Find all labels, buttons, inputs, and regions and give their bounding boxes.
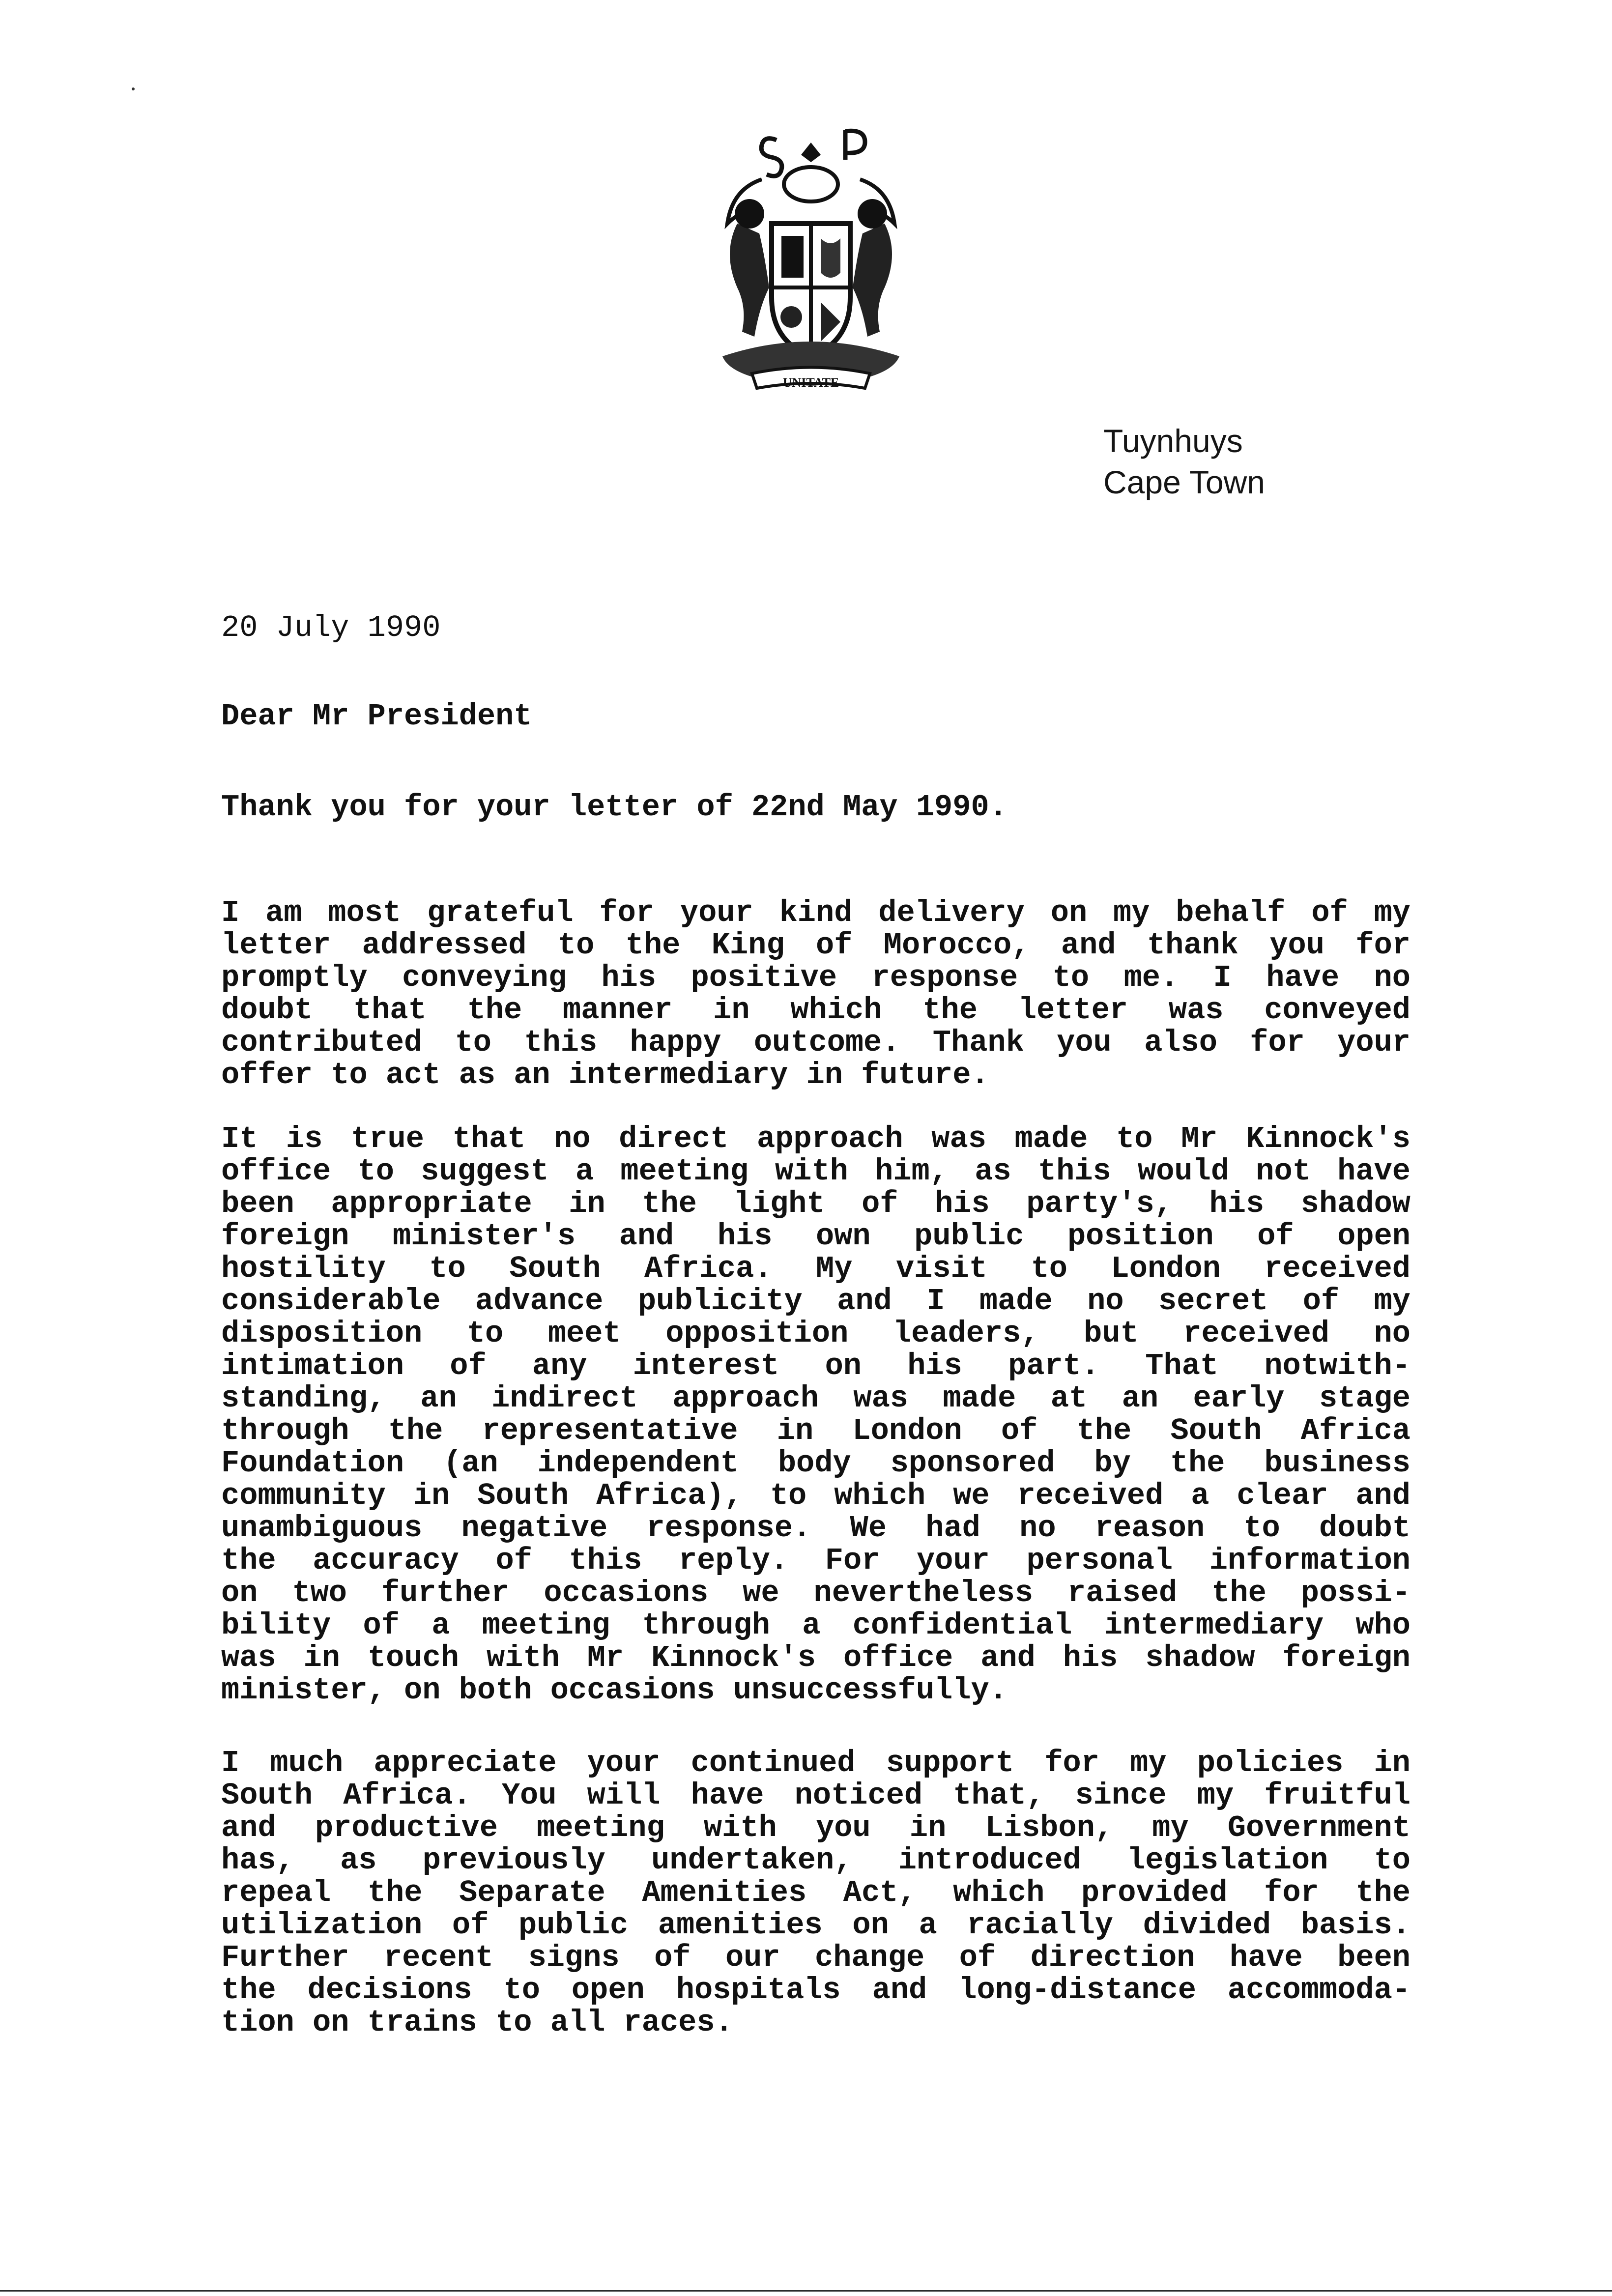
paragraph-line: Foundation (an independent body sponsored by the business bbox=[221, 1447, 1410, 1480]
paragraph-line: been appropriate in the light of his party's, his shadow bbox=[221, 1188, 1410, 1220]
paragraph-line: standing, an indirect approach was made at an early stage bbox=[221, 1382, 1410, 1415]
page-edge-rule bbox=[0, 2290, 1612, 2292]
paragraph-line: offer to act as an intermediary in future. bbox=[221, 1059, 989, 1091]
paragraph-line: unambiguous negative response. We had no reason to doubt bbox=[221, 1512, 1410, 1545]
paragraph-2 bbox=[221, 1123, 1410, 1707]
paragraph-line: I much appreciate your continued support for my policies in bbox=[221, 1747, 1410, 1779]
paragraph-line: and productive meeting with you in Lisbon, my Government bbox=[221, 1812, 1410, 1844]
paragraph-line: bility of a meeting through a confidential intermediary who bbox=[221, 1609, 1410, 1642]
paragraph-line: It is true that no direct approach was made to Mr Kinnock's bbox=[221, 1123, 1410, 1155]
paragraph-line: Further recent signs of our change of direction have been bbox=[221, 1942, 1410, 1974]
paragraph-line: disposition to meet opposition leaders, but received no bbox=[221, 1318, 1410, 1350]
paragraph-line: minister, on both occasions unsuccessfully. bbox=[221, 1674, 1008, 1707]
paragraph-line: intimation of any interest on his part. That notwith- bbox=[221, 1350, 1410, 1382]
paragraph-line: utilization of public amenities on a racially divided basis. bbox=[221, 1909, 1410, 1942]
paragraph-line: doubt that the manner in which the letter was conveyed bbox=[221, 994, 1410, 1027]
paragraph-line: letter addressed to the King of Morocco, and thank you for bbox=[221, 929, 1410, 962]
paragraph-line: South Africa. You will have noticed that, since my fruitful bbox=[221, 1779, 1410, 1812]
paragraph-line: the accuracy of this reply. For your personal information bbox=[221, 1545, 1410, 1577]
paragraph-line: office to suggest a meeting with him, as this would not have bbox=[221, 1155, 1410, 1188]
paragraph-line: was in touch with Mr Kinnock's office and his shadow foreign bbox=[221, 1642, 1410, 1674]
paragraph-line: through the representative in London of the South Africa bbox=[221, 1415, 1410, 1447]
paragraph-line: tion on trains to all races. bbox=[221, 2007, 733, 2039]
paragraph-line: has, as previously undertaken, introduced legislation to bbox=[221, 1844, 1410, 1877]
paragraph-line: contributed to this happy outcome. Thank you also for your bbox=[221, 1027, 1410, 1059]
paragraph-line: considerable advance publicity and I made no secret of my bbox=[221, 1285, 1410, 1318]
coat-of-arms-icon bbox=[703, 125, 919, 401]
paragraph-line: foreign minister's and his own public position of open bbox=[221, 1220, 1410, 1253]
paragraph-1 bbox=[221, 897, 1410, 1091]
paragraph-line: promptly conveying his positive response to me. I have no bbox=[221, 962, 1410, 994]
paragraph-line: repeal the Separate Amenities Act, which provided for the bbox=[221, 1877, 1410, 1909]
paragraph-line: I am most grateful for your kind delivery on my behalf of my bbox=[221, 897, 1410, 929]
address-line-1: Tuynhuys bbox=[1103, 423, 1243, 459]
sender-address bbox=[1103, 420, 1265, 503]
paragraph-3 bbox=[221, 1747, 1410, 2039]
paragraph-line: the decisions to open hospitals and long-distance accommoda- bbox=[221, 1974, 1410, 2007]
address-line-2: Cape Town bbox=[1103, 464, 1266, 500]
thanks-line: Thank you for your letter of 22nd May 1990. bbox=[221, 790, 1008, 825]
motto-text: UNITATE bbox=[782, 375, 839, 390]
paragraph-line: community in South Africa), to which we received a clear and bbox=[221, 1480, 1410, 1512]
salutation: Dear Mr President bbox=[221, 699, 532, 734]
letter-date: 20 July 1990 bbox=[221, 610, 441, 645]
paragraph-line: on two further occasions we nevertheless raised the possi- bbox=[221, 1577, 1410, 1609]
paragraph-line: hostility to South Africa. My visit to London received bbox=[221, 1253, 1410, 1285]
scan-speck bbox=[132, 87, 135, 90]
